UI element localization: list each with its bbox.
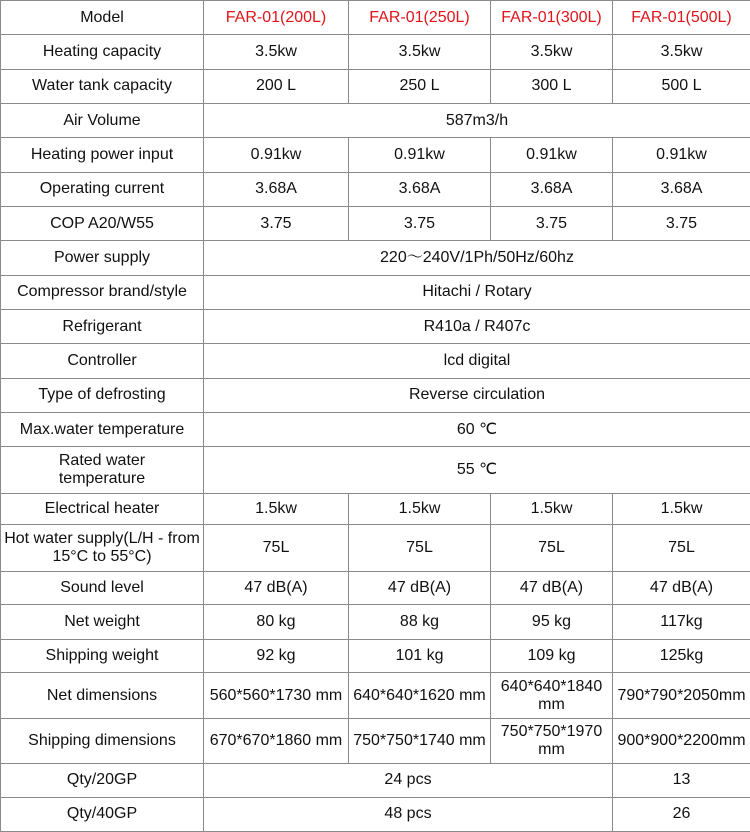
table-cell: 3.68A (204, 172, 349, 206)
table-row (1, 640, 750, 673)
table-cell: 3.5kw (613, 35, 750, 69)
row-label: Shipping weight (1, 640, 204, 673)
row-label: Qty/40GP (1, 797, 204, 831)
table-cell: 47 dB(A) (204, 572, 349, 604)
table-cell: 500 L (613, 69, 750, 103)
row-label: Heating capacity (1, 35, 204, 69)
table-cell: 0.91kw (349, 138, 491, 172)
table-header-row (1, 1, 750, 35)
table-cell: 60 ℃ (204, 412, 750, 446)
row-label: Shipping dimensions (1, 718, 204, 763)
row-label: Hot water supply(L/H - from 15°C to 55°C) (1, 525, 204, 572)
table-cell: 117kg (613, 604, 750, 639)
table-row (1, 673, 750, 718)
table-cell: 26 (613, 797, 750, 831)
table-cell: 750*750*1970 mm (491, 718, 613, 763)
table-row (1, 797, 750, 831)
table-cell: 95 kg (491, 604, 613, 639)
table-cell: 125kg (613, 640, 750, 673)
table-row (1, 412, 750, 446)
row-label: Electrical heater (1, 493, 204, 524)
table-cell: 3.68A (349, 172, 491, 206)
table-row (1, 138, 750, 172)
table-row (1, 378, 750, 412)
row-label: Net dimensions (1, 673, 204, 718)
table-row (1, 275, 750, 309)
table-cell: 3.68A (613, 172, 750, 206)
row-label: Rated water temperature (1, 447, 204, 493)
table-cell: 1.5kw (349, 493, 491, 524)
table-row (1, 103, 750, 137)
table-cell: 300 L (491, 69, 613, 103)
table-cell: 3.5kw (349, 35, 491, 69)
table-cell: 92 kg (204, 640, 349, 673)
table-cell: 0.91kw (613, 138, 750, 172)
row-label: Sound level (1, 572, 204, 604)
table-row (1, 172, 750, 206)
table-row (1, 493, 750, 524)
table-row (1, 447, 750, 493)
table-cell: 55 ℃ (204, 447, 750, 493)
table-cell: 670*670*1860 mm (204, 718, 349, 763)
table-row (1, 718, 750, 763)
row-label: Power supply (1, 241, 204, 275)
row-label: Water tank capacity (1, 69, 204, 103)
row-label: Heating power input (1, 138, 204, 172)
table-cell: R410a / R407c (204, 309, 750, 343)
table-row (1, 344, 750, 378)
table-cell: 750*750*1740 mm (349, 718, 491, 763)
model-header: FAR-01(200L) (204, 1, 349, 35)
row-label: Controller (1, 344, 204, 378)
table-row (1, 604, 750, 639)
header-label: Model (1, 1, 204, 35)
table-cell: 88 kg (349, 604, 491, 639)
table-cell: 587m3/h (204, 103, 750, 137)
table-cell: 900*900*2200mm (613, 718, 750, 763)
table-cell: 640*640*1840 mm (491, 673, 613, 718)
table-row (1, 764, 750, 797)
table-cell: Reverse circulation (204, 378, 750, 412)
row-label: Net weight (1, 604, 204, 639)
table-cell: 3.5kw (204, 35, 349, 69)
table-cell: 560*560*1730 mm (204, 673, 349, 718)
table-cell: 1.5kw (204, 493, 349, 524)
row-label: Refrigerant (1, 309, 204, 343)
table-cell: 75L (491, 525, 613, 572)
table-cell: Hitachi / Rotary (204, 275, 750, 309)
table-row (1, 241, 750, 275)
table-cell: 47 dB(A) (491, 572, 613, 604)
row-label: Max.water temperature (1, 412, 204, 446)
row-label: Compressor brand/style (1, 275, 204, 309)
table-row (1, 525, 750, 572)
table-cell: 24 pcs (204, 764, 613, 797)
table-cell: 200 L (204, 69, 349, 103)
table-cell: 75L (204, 525, 349, 572)
table-cell: 47 dB(A) (349, 572, 491, 604)
row-label: COP A20/W55 (1, 206, 204, 240)
table-cell: 80 kg (204, 604, 349, 639)
table-row (1, 309, 750, 343)
table-cell: 1.5kw (491, 493, 613, 524)
row-label: Qty/20GP (1, 764, 204, 797)
table-cell: 790*790*2050mm (613, 673, 750, 718)
table-cell: 109 kg (491, 640, 613, 673)
table-cell: 3.75 (349, 206, 491, 240)
row-label: Type of defrosting (1, 378, 204, 412)
table-cell: 47 dB(A) (613, 572, 750, 604)
table-cell: lcd digital (204, 344, 750, 378)
table-cell: 640*640*1620 mm (349, 673, 491, 718)
table-cell: 101 kg (349, 640, 491, 673)
table-cell: 3.68A (491, 172, 613, 206)
table-row (1, 572, 750, 604)
table-cell: 0.91kw (204, 138, 349, 172)
table-row (1, 206, 750, 240)
table-cell: 75L (349, 525, 491, 572)
table-cell: 3.75 (491, 206, 613, 240)
table-row (1, 69, 750, 103)
model-header: FAR-01(250L) (349, 1, 491, 35)
table-cell: 3.75 (204, 206, 349, 240)
table-cell: 0.91kw (491, 138, 613, 172)
row-label: Operating current (1, 172, 204, 206)
model-header: FAR-01(500L) (613, 1, 750, 35)
table-cell: 220～240V/1Ph/50Hz/60hz (204, 241, 750, 275)
row-label: Air Volume (1, 103, 204, 137)
model-header: FAR-01(300L) (491, 1, 613, 35)
table-cell: 250 L (349, 69, 491, 103)
table-cell: 75L (613, 525, 750, 572)
table-cell: 3.75 (613, 206, 750, 240)
table-cell: 13 (613, 764, 750, 797)
table-cell: 48 pcs (204, 797, 613, 831)
table-cell: 3.5kw (491, 35, 613, 69)
table-row (1, 35, 750, 69)
table-cell: 1.5kw (613, 493, 750, 524)
